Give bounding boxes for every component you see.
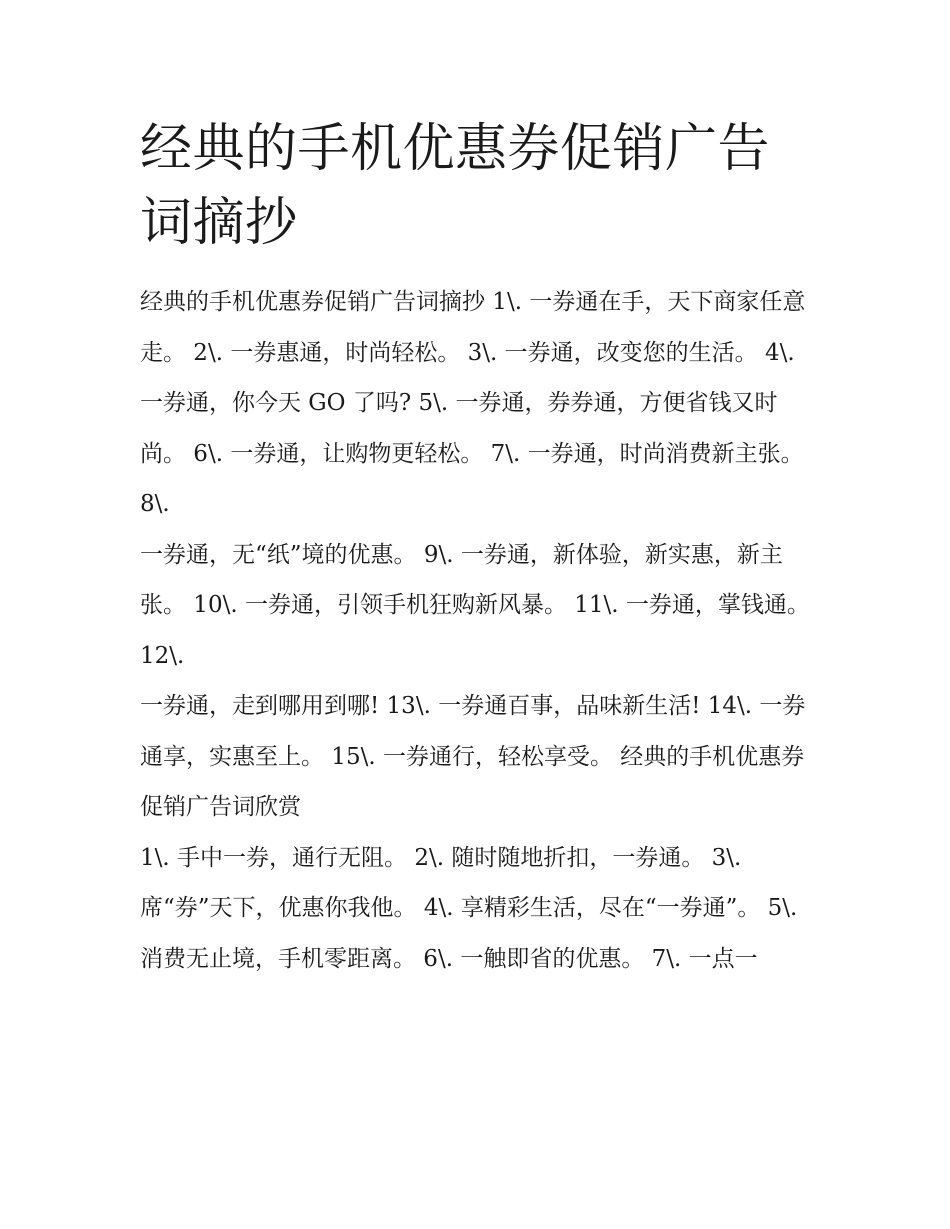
paragraph: 消费无止境，手机零距离。 6\. 一触即省的优惠。 7\. 一点一 [140, 945, 758, 972]
paragraph: 一券通，走到哪用到哪! 13\. 一券通百事，品味新生活! 14\. 一券通享，实惠至上。 15\. 一券通行，轻松享受。 经典的手机优惠券促销广告词欣赏 [140, 693, 806, 820]
document-body [140, 277, 820, 984]
document-title: 经典的手机优惠券促销广告词摘抄 [140, 119, 771, 253]
paragraph: 一券通，你今天 GO 了吗? 5\. 一券通，券券通，方便省钱又时尚。 6\. 一券通，让购物更轻松。 7\. 一券通，时尚消费新主张。 8\. [140, 390, 811, 517]
paragraph: 1\. 手中一券，通行无阻。 2\. 随时随地折扣，一券通。 3\. [140, 844, 742, 871]
paragraph: 席“券”天下，优惠你我他。 4\. 享精彩生活，尽在“一券通”。 5\. [140, 895, 798, 921]
paragraph: 一券通，无“纸”境的优惠。 9\. 一券通，新体验，新实惠，新主张。 10\. 一券通，引领手机狂购新风暴。 11\. 一券通，掌钱通。 12\. [140, 541, 818, 669]
paragraph: 经典的手机优惠券促销广告词摘抄 1\. 一券通在手，天下商家任意走。 2\. 一券惠通，时尚轻松。 3\. 一券通，改变您的生活。 4\. [140, 289, 806, 366]
